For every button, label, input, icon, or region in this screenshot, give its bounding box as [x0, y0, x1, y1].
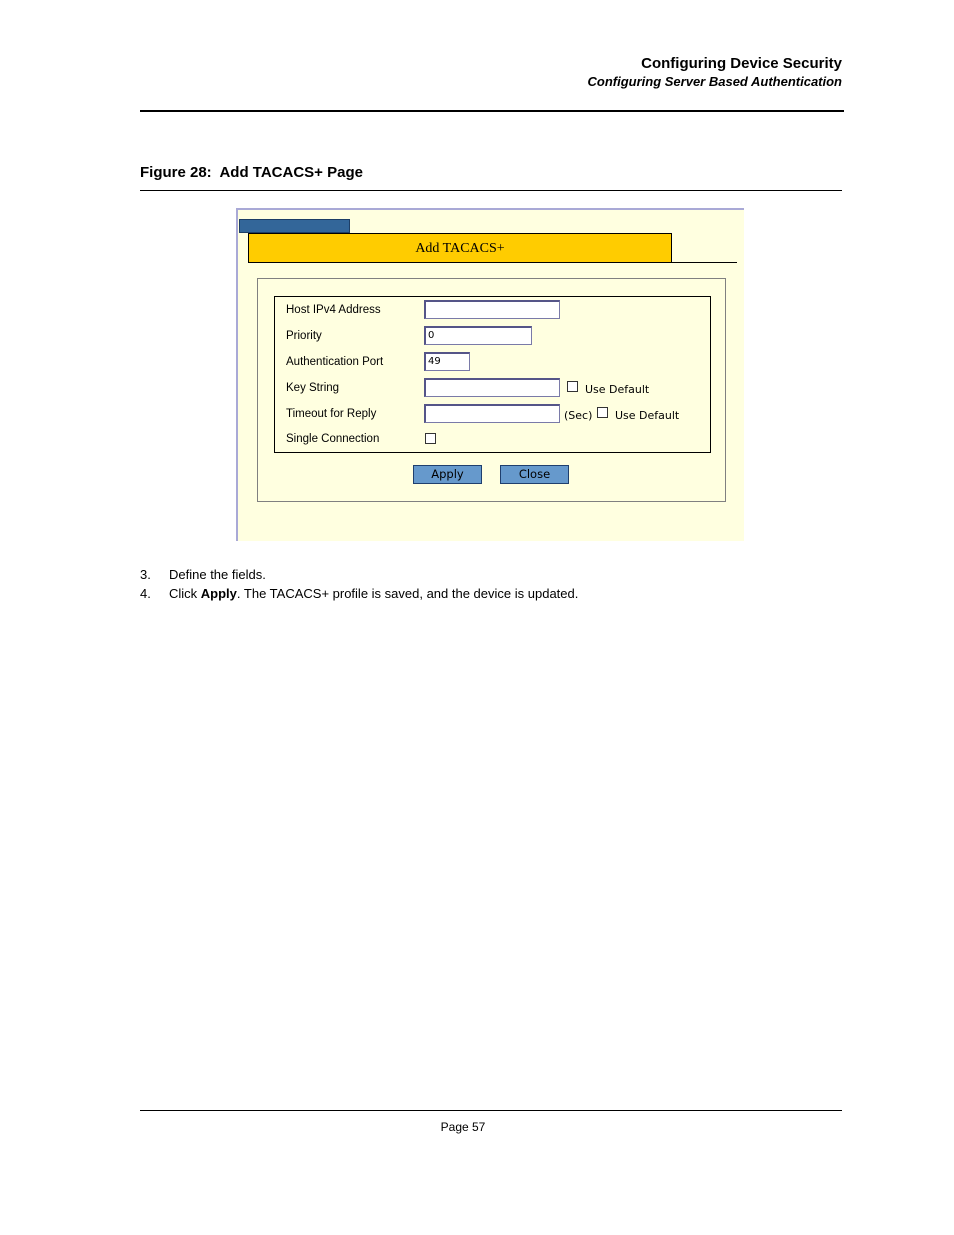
auth-port-input[interactable]: 49 [424, 352, 470, 371]
page-banner [248, 233, 672, 263]
step-4-prefix: Click [169, 586, 201, 601]
figure-caption: Figure 28: Add TACACS+ Page [140, 164, 363, 181]
banner-divider [672, 262, 737, 263]
timeout-use-default-checkbox[interactable] [597, 407, 608, 418]
add-tacacs-screenshot [236, 208, 744, 541]
host-ipv4-input[interactable] [424, 300, 560, 319]
form-panel [257, 278, 726, 502]
fields-box [274, 296, 711, 453]
timeout-label: Timeout for Reply [286, 408, 377, 420]
priority-label: Priority [286, 330, 322, 342]
timeout-unit: (Sec) [564, 409, 593, 422]
timeout-input[interactable] [424, 404, 560, 423]
step-3-text: Define the fields. [169, 567, 266, 582]
step-4 [140, 586, 578, 601]
window-tab [239, 219, 350, 233]
timeout-use-default-label: Use Default [615, 409, 680, 422]
key-use-default-checkbox[interactable] [567, 381, 578, 392]
key-use-default-label: Use Default [585, 383, 650, 396]
apply-button[interactable]: Apply [413, 465, 482, 484]
key-string-label: Key String [286, 382, 340, 394]
header-rule [140, 110, 844, 112]
step-4-suffix: . The TACACS+ profile is saved, and the device is updated. [236, 586, 579, 601]
page-number: Page 57 [440, 1120, 486, 1134]
step-3 [140, 567, 266, 582]
single-connection-checkbox[interactable] [425, 433, 436, 444]
close-button[interactable]: Close [500, 465, 569, 484]
step-4-number: 4. [140, 586, 151, 601]
auth-port-label: Authentication Port [286, 356, 384, 368]
step-3-number: 3. [140, 567, 151, 582]
caption-rule [140, 190, 842, 191]
host-ipv4-label: Host IPv4 Address [286, 304, 381, 316]
priority-input[interactable]: 0 [424, 326, 532, 345]
section-subtitle: Configuring Server Based Authentication [587, 74, 842, 89]
footer-rule [140, 1110, 842, 1111]
key-string-input[interactable] [424, 378, 560, 397]
single-connection-label: Single Connection [286, 433, 380, 445]
banner-title: Add TACACS+ [415, 241, 505, 256]
step-4-apply-term: Apply [200, 586, 237, 601]
chapter-title: Configuring Device Security [641, 55, 842, 72]
